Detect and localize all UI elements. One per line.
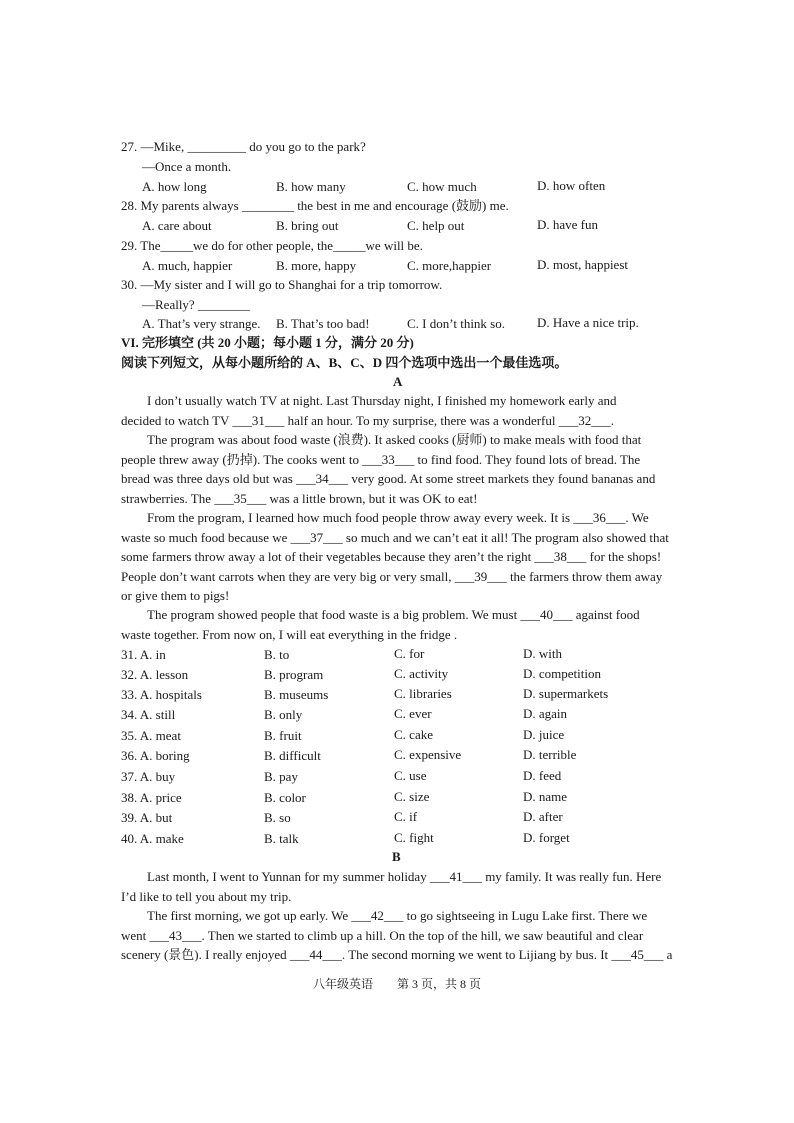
choice-b: B. program — [264, 667, 324, 682]
question-28-option-a: A. care about — [142, 218, 212, 233]
question-29-option-d: D. most, happiest — [537, 257, 628, 272]
page-footer — [0, 975, 794, 992]
passage-a-line: waste so much food because we ___37___ so much and we can’t eat it all! The program also showed that — [121, 530, 669, 545]
choice-a: 32. A. lesson — [121, 667, 189, 682]
passage-a-line: people threw away (扔掉). The cooks went to ___33___ to find food. They found lots of bread. The — [121, 452, 641, 467]
choice-a: 33. A. hospitals — [121, 687, 202, 702]
choice-a: 31. A. in — [121, 647, 166, 662]
choice-a: 38. A. price — [121, 790, 182, 805]
choice-b: B. difficult — [264, 748, 321, 763]
question-29-option-c: C. more,happier — [407, 258, 492, 273]
choice-c: C. fight — [394, 830, 434, 845]
choice-a: 36. A. boring — [121, 748, 190, 763]
passage-a-heading: A — [393, 374, 403, 389]
section-title: VI. 完形填空 (共 20 小题；每小题 1 分，满分 20 分) — [121, 335, 414, 350]
choice-d: D. forget — [523, 830, 570, 845]
passage-b-line: I’d like to tell you about my trip. — [121, 889, 292, 904]
question-27-stem: 27. —Mike, _________ do you go to the park? — [121, 139, 366, 154]
passage-b-line: The first morning, we got up early. We ___42___ to go sightseeing in Lugu Lake first. There we — [147, 908, 648, 923]
passage-a-line: The program showed people that food waste is a big problem. We must ___40___ against food — [147, 607, 640, 622]
passage-a-line: The program was about food waste (浪费). It asked cooks (厨师) to make meals with food that — [147, 432, 642, 447]
question-29-stem: 29. The_____we do for other people, the_____we will be. — [121, 238, 423, 253]
choice-b: B. to — [264, 647, 290, 662]
question-29-option-a: A. much, happier — [142, 258, 233, 273]
question-30-reply: —Really? ________ — [142, 297, 250, 312]
choice-a: 37. A. buy — [121, 769, 176, 784]
question-30-option-d: D. Have a nice trip. — [537, 315, 639, 330]
question-30-option-c: C. I don’t think so. — [407, 316, 505, 331]
choice-b: B. pay — [264, 769, 298, 784]
footer-page-number: 第 3 页，共 8 页 — [397, 977, 482, 991]
question-27-option-c: C. how much — [407, 179, 477, 194]
choice-a: 39. A. but — [121, 810, 173, 825]
choice-a: 35. A. meat — [121, 728, 181, 743]
choice-c: C. if — [394, 809, 418, 824]
passage-b-line: went ___43___. Then we started to climb up a hill. On the top of the hill, we saw beautiful and clear — [121, 928, 644, 943]
passage-a-line: People don’t want carrots when they are very big or very small, ___39___ the farmers throw them away — [121, 569, 663, 584]
choice-b: B. talk — [264, 831, 299, 846]
choice-b: B. museums — [264, 687, 329, 702]
question-30-option-a: A. That’s very strange. — [142, 316, 261, 331]
question-30-stem: 30. —My sister and I will go to Shanghai for a trip tomorrow. — [121, 277, 443, 292]
choice-d: D. with — [523, 646, 562, 661]
choice-c: C. activity — [394, 666, 449, 681]
choice-c: C. libraries — [394, 686, 452, 701]
passage-a-line: bread was three days old but was ___34___ very good. At some street markets they found bananas and — [121, 471, 656, 486]
question-30-option-b: B. That’s too bad! — [276, 316, 370, 331]
choice-c: C. ever — [394, 706, 432, 721]
passage-b-line: scenery (景色). I really enjoyed ___44___. The second morning we went to Lijiang by bus. It ___45___ a — [121, 947, 673, 962]
choice-d: D. terrible — [523, 747, 577, 762]
choice-c: C. cake — [394, 727, 433, 742]
choice-d: D. name — [523, 789, 568, 804]
passage-a-line: decided to watch TV ___31___ half an hour. To my surprise, there was a wonderful ___32___. — [121, 413, 614, 428]
question-27-reply: —Once a month. — [142, 159, 232, 174]
choice-d: D. juice — [523, 727, 565, 742]
choice-d: D. supermarkets — [523, 686, 609, 701]
passage-a-line: strawberries. The ___35___ was a little brown, but it was OK to eat! — [121, 491, 478, 506]
choice-b: B. so — [264, 810, 291, 825]
choice-c: C. use — [394, 768, 427, 783]
passage-a-line: From the program, I learned how much food people throw away every week. It is ___36___. We — [147, 510, 649, 525]
question-29-option-b: B. more, happy — [276, 258, 357, 273]
choice-b: B. fruit — [264, 728, 302, 743]
choice-c: C. for — [394, 646, 425, 661]
choice-d: D. feed — [523, 768, 562, 783]
section-instruction: 阅读下列短文，从每小题所给的 A、B、C、D 四个选项中选出一个最佳选项。 — [121, 355, 568, 370]
choice-d: D. competition — [523, 666, 601, 681]
question-27-option-a: A. how long — [142, 179, 207, 194]
question-28-option-d: D. have fun — [537, 217, 599, 232]
choice-a: 40. A. make — [121, 831, 184, 846]
question-27-option-d: D. how often — [537, 178, 606, 193]
choice-c: C. size — [394, 789, 430, 804]
question-28-stem: 28. My parents always ________ the best in me and encourage (鼓励) me. — [121, 198, 509, 213]
choice-b: B. only — [264, 707, 303, 722]
passage-a-line: some farmers throw away a lot of their vegetables because they aren’t the right ___38___ for the shops! — [121, 549, 662, 564]
footer-subject: 八年级英语 — [312, 977, 373, 991]
passage-a-line: waste together. From now on, I will eat everything in the fridge . — [121, 627, 458, 642]
question-28-option-b: B. bring out — [276, 218, 339, 233]
choice-c: C. expensive — [394, 747, 462, 762]
passage-b-heading: B — [392, 849, 401, 864]
passage-a-line: I don’t usually watch TV at night. Last Thursday night, I finished my homework early and — [147, 393, 617, 408]
passage-b-line: Last month, I went to Yunnan for my summer holiday ___41___ my family. It was really fun. Here — [147, 869, 662, 884]
choice-d: D. after — [523, 809, 563, 824]
choice-d: D. again — [523, 706, 568, 721]
passage-a-line: or give them to pigs! — [121, 588, 230, 603]
question-27-option-b: B. how many — [276, 179, 346, 194]
question-28-option-c: C. help out — [407, 218, 465, 233]
choice-a: 34. A. still — [121, 707, 176, 722]
choice-b: B. color — [264, 790, 306, 805]
